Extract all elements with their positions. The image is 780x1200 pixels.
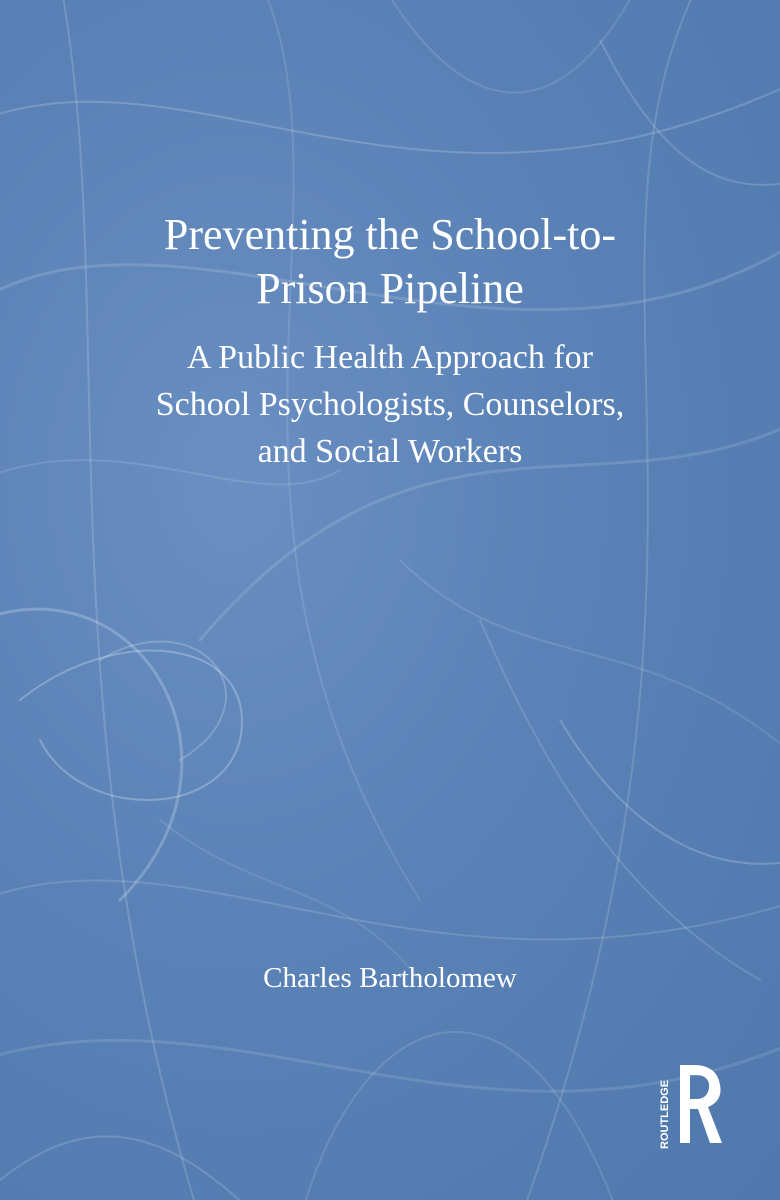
author-name: Charles Bartholomew — [263, 962, 517, 994]
routledge-logo-icon — [654, 1057, 724, 1155]
book-title: Preventing the School-to- Prison Pipeline — [163, 210, 617, 313]
book-subtitle: A Public Health Approach for School Psychologists, Counselors, and Social Workers — [155, 339, 625, 470]
publisher-wordmark: ROUTLEDGE — [659, 1079, 671, 1149]
